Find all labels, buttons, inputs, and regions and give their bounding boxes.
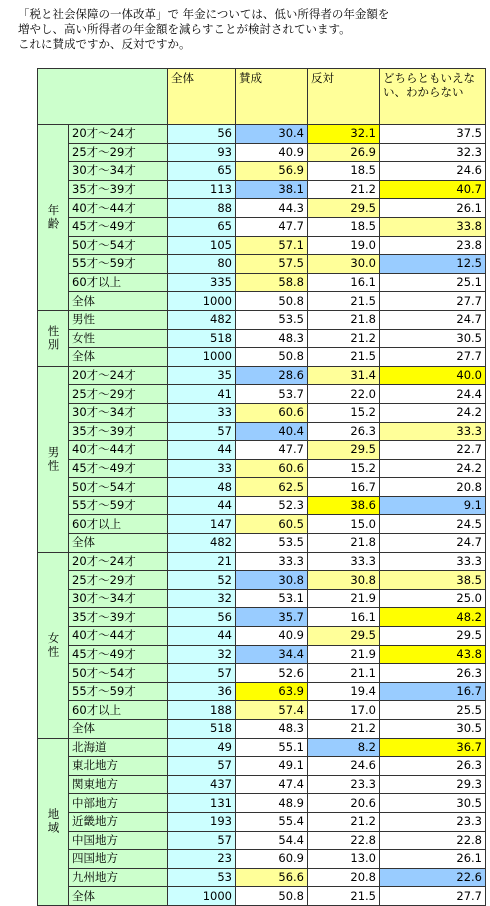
row-label: 関東地方 (69, 775, 168, 794)
cell-neither: 40.7 (380, 180, 486, 199)
cell-neither: 29.5 (380, 627, 486, 646)
row-label: 50才～54才 (69, 478, 168, 497)
cell-agree: 60.5 (236, 515, 308, 534)
row-label: 中部地方 (69, 794, 168, 813)
row-label: 30才～34才 (69, 162, 168, 181)
table-row (38, 627, 486, 646)
cell-total: 147 (168, 515, 236, 534)
cell-total: 105 (168, 236, 236, 255)
cell-agree: 47.7 (236, 441, 308, 460)
cell-neither: 25.5 (380, 701, 486, 720)
cell-total: 193 (168, 812, 236, 831)
cell-neither: 22.6 (380, 868, 486, 887)
column-header-agree: 賛成 (236, 69, 308, 125)
cell-oppose: 21.5 (308, 887, 380, 906)
cell-oppose: 21.8 (308, 534, 380, 553)
table-row (38, 608, 486, 627)
cell-oppose: 21.5 (308, 292, 380, 311)
cell-agree: 60.9 (236, 850, 308, 869)
row-label: 九州地方 (69, 868, 168, 887)
table-row (38, 385, 486, 404)
cell-agree: 56.9 (236, 162, 308, 181)
row-label: 40才～44才 (69, 627, 168, 646)
cell-total: 53 (168, 868, 236, 887)
cell-total: 1000 (168, 292, 236, 311)
cell-agree: 53.5 (236, 310, 308, 329)
cell-total: 1000 (168, 348, 236, 367)
cell-oppose: 13.0 (308, 850, 380, 869)
cell-total: 57 (168, 664, 236, 683)
cell-oppose: 16.1 (308, 608, 380, 627)
cell-neither: 24.2 (380, 459, 486, 478)
cell-oppose: 21.2 (308, 812, 380, 831)
cell-oppose: 21.2 (308, 329, 380, 348)
total-row (38, 348, 486, 367)
cell-oppose: 20.6 (308, 794, 380, 813)
cell-total: 482 (168, 310, 236, 329)
cell-oppose: 16.7 (308, 478, 380, 497)
table-row (38, 255, 486, 274)
cell-total: 56 (168, 125, 236, 144)
table-row (38, 143, 486, 162)
table-row (38, 775, 486, 794)
table-row (38, 273, 486, 292)
cell-neither: 24.2 (380, 403, 486, 422)
cell-oppose: 19.4 (308, 682, 380, 701)
table-row (38, 645, 486, 664)
cell-neither: 33.8 (380, 217, 486, 236)
row-label: 35才～39才 (69, 422, 168, 441)
table-row (38, 831, 486, 850)
cell-neither: 20.8 (380, 478, 486, 497)
table-row (38, 441, 486, 460)
total-row (38, 720, 486, 739)
cell-agree: 49.1 (236, 757, 308, 776)
cell-total: 35 (168, 366, 236, 385)
results-table-body (38, 69, 486, 906)
cell-total: 44 (168, 441, 236, 460)
cell-neither: 33.3 (380, 552, 486, 571)
cell-neither: 30.5 (380, 794, 486, 813)
row-label: 全体 (69, 534, 168, 553)
cell-agree: 55.4 (236, 812, 308, 831)
cell-total: 56 (168, 608, 236, 627)
row-label: 近畿地方 (69, 812, 168, 831)
cell-neither: 12.5 (380, 255, 486, 274)
cell-oppose: 21.5 (308, 348, 380, 367)
row-label: 45才～49才 (69, 459, 168, 478)
table-row (38, 422, 486, 441)
cell-neither: 24.4 (380, 385, 486, 404)
row-label: 25才～29才 (69, 385, 168, 404)
cell-total: 65 (168, 162, 236, 181)
table-row (38, 515, 486, 534)
table-row (38, 868, 486, 887)
cell-agree: 62.5 (236, 478, 308, 497)
cell-agree: 60.6 (236, 403, 308, 422)
cell-total: 437 (168, 775, 236, 794)
group-label: 地域 (38, 738, 69, 905)
cell-oppose: 8.2 (308, 738, 380, 757)
cell-oppose: 21.9 (308, 589, 380, 608)
cell-agree: 56.6 (236, 868, 308, 887)
cell-total: 41 (168, 385, 236, 404)
group-label: 女性 (38, 552, 69, 738)
cell-neither: 30.5 (380, 329, 486, 348)
cell-neither: 30.5 (380, 720, 486, 739)
cell-oppose: 21.2 (308, 180, 380, 199)
cell-agree: 55.1 (236, 738, 308, 757)
cell-neither: 9.1 (380, 496, 486, 515)
cell-oppose: 17.0 (308, 701, 380, 720)
table-row (38, 589, 486, 608)
cell-oppose: 15.0 (308, 515, 380, 534)
cell-agree: 53.5 (236, 534, 308, 553)
cell-oppose: 29.5 (308, 199, 380, 218)
question-text (18, 7, 484, 52)
cell-neither: 25.1 (380, 273, 486, 292)
cell-oppose: 38.6 (308, 496, 380, 515)
row-label: 男性 (69, 310, 168, 329)
cell-neither: 38.5 (380, 571, 486, 590)
cell-total: 21 (168, 552, 236, 571)
cell-agree: 50.8 (236, 292, 308, 311)
table-row (38, 812, 486, 831)
total-row (38, 534, 486, 553)
cell-oppose: 21.2 (308, 720, 380, 739)
cell-oppose: 21.1 (308, 664, 380, 683)
cell-total: 44 (168, 496, 236, 515)
question-line-1: 「税と社会保障の一体改革」で 年金については、低い所得者の年金額を (18, 7, 390, 21)
cell-agree: 35.7 (236, 608, 308, 627)
table-row (38, 794, 486, 813)
cell-neither: 33.3 (380, 422, 486, 441)
group-label: 男性 (38, 366, 69, 552)
cell-total: 482 (168, 534, 236, 553)
cell-neither: 32.3 (380, 143, 486, 162)
table-row (38, 552, 486, 571)
cell-oppose: 15.2 (308, 403, 380, 422)
row-label: 25才～29才 (69, 571, 168, 590)
cell-agree: 57.4 (236, 701, 308, 720)
cell-agree: 53.1 (236, 589, 308, 608)
cell-neither: 27.7 (380, 348, 486, 367)
row-label: 20才～24才 (69, 552, 168, 571)
cell-agree: 44.3 (236, 199, 308, 218)
cell-neither: 37.5 (380, 125, 486, 144)
cell-total: 32 (168, 645, 236, 664)
cell-oppose: 22.8 (308, 831, 380, 850)
cell-neither: 40.0 (380, 366, 486, 385)
column-header-neither: どちらともいえない、わからない (380, 69, 486, 125)
cell-agree: 30.4 (236, 125, 308, 144)
cell-total: 32 (168, 589, 236, 608)
question-line-2: 増やし、高い所得者の年金額を減らすことが検討されています。 (18, 22, 351, 36)
cell-neither: 27.7 (380, 292, 486, 311)
row-label: 55才～59才 (69, 255, 168, 274)
row-label: 20才～24才 (69, 125, 168, 144)
row-label: 50才～54才 (69, 236, 168, 255)
table-row (38, 738, 486, 757)
row-label: 東北地方 (69, 757, 168, 776)
cell-total: 88 (168, 199, 236, 218)
cell-agree: 30.8 (236, 571, 308, 590)
row-label: 全体 (69, 720, 168, 739)
table-row (38, 329, 486, 348)
cell-oppose: 29.5 (308, 441, 380, 460)
row-label: 40才～44才 (69, 199, 168, 218)
table-row (38, 850, 486, 869)
cell-oppose: 18.5 (308, 217, 380, 236)
row-label: 四国地方 (69, 850, 168, 869)
cell-agree: 63.9 (236, 682, 308, 701)
cell-neither: 23.3 (380, 812, 486, 831)
cell-total: 188 (168, 701, 236, 720)
row-label: 45才～49才 (69, 645, 168, 664)
table-row (38, 217, 486, 236)
cell-agree: 58.8 (236, 273, 308, 292)
cell-oppose: 26.9 (308, 143, 380, 162)
table-row (38, 180, 486, 199)
table-row (38, 310, 486, 329)
cell-oppose: 15.2 (308, 459, 380, 478)
cell-neither: 26.1 (380, 850, 486, 869)
cell-total: 33 (168, 459, 236, 478)
total-row (38, 292, 486, 311)
cell-oppose: 26.3 (308, 422, 380, 441)
row-label: 全体 (69, 292, 168, 311)
cell-agree: 40.9 (236, 627, 308, 646)
cell-total: 1000 (168, 887, 236, 906)
cell-neither: 24.5 (380, 515, 486, 534)
cell-total: 518 (168, 329, 236, 348)
row-label: 女性 (69, 329, 168, 348)
cell-agree: 28.6 (236, 366, 308, 385)
row-label: 20才～24才 (69, 366, 168, 385)
group-label: 性別 (38, 310, 69, 366)
cell-oppose: 21.8 (308, 310, 380, 329)
cell-total: 33 (168, 403, 236, 422)
cell-total: 57 (168, 757, 236, 776)
cell-oppose: 22.0 (308, 385, 380, 404)
cell-neither: 29.3 (380, 775, 486, 794)
row-label: 全体 (69, 348, 168, 367)
cell-neither: 26.3 (380, 757, 486, 776)
cell-agree: 57.1 (236, 236, 308, 255)
cell-neither: 48.2 (380, 608, 486, 627)
cell-total: 80 (168, 255, 236, 274)
row-label: 30才～34才 (69, 403, 168, 422)
cell-agree: 50.8 (236, 348, 308, 367)
cell-total: 49 (168, 738, 236, 757)
row-label: 55才～59才 (69, 496, 168, 515)
cell-neither: 16.7 (380, 682, 486, 701)
cell-total: 48 (168, 478, 236, 497)
cell-oppose: 23.3 (308, 775, 380, 794)
cell-neither: 24.7 (380, 310, 486, 329)
cell-total: 44 (168, 627, 236, 646)
table-row (38, 125, 486, 144)
table-row (38, 236, 486, 255)
table-row (38, 682, 486, 701)
table-row (38, 366, 486, 385)
cell-oppose: 30.8 (308, 571, 380, 590)
cell-neither: 25.0 (380, 589, 486, 608)
cell-total: 57 (168, 831, 236, 850)
cell-agree: 33.3 (236, 552, 308, 571)
cell-agree: 40.4 (236, 422, 308, 441)
cell-neither: 26.1 (380, 199, 486, 218)
cell-agree: 48.3 (236, 720, 308, 739)
cell-agree: 34.4 (236, 645, 308, 664)
row-label: 60才以上 (69, 515, 168, 534)
cell-total: 23 (168, 850, 236, 869)
cell-total: 65 (168, 217, 236, 236)
table-row (38, 459, 486, 478)
cell-agree: 40.9 (236, 143, 308, 162)
cell-total: 113 (168, 180, 236, 199)
cell-total: 131 (168, 794, 236, 813)
cell-oppose: 18.5 (308, 162, 380, 181)
row-label: 50才～54才 (69, 664, 168, 683)
question-line-3: これに賛成ですか、反対ですか。 (18, 37, 191, 51)
row-label: 北海道 (69, 738, 168, 757)
cell-agree: 53.7 (236, 385, 308, 404)
cell-agree: 47.7 (236, 217, 308, 236)
cell-agree: 38.1 (236, 180, 308, 199)
table-row (38, 162, 486, 181)
row-label: 60才以上 (69, 273, 168, 292)
cell-agree: 48.3 (236, 329, 308, 348)
cell-agree: 50.8 (236, 887, 308, 906)
header-row (38, 69, 486, 125)
column-header-oppose: 反対 (308, 69, 380, 125)
cell-neither: 23.8 (380, 236, 486, 255)
cell-total: 57 (168, 422, 236, 441)
cell-agree: 54.4 (236, 831, 308, 850)
cell-oppose: 29.5 (308, 627, 380, 646)
table-row (38, 571, 486, 590)
table-row (38, 478, 486, 497)
cell-oppose: 20.8 (308, 868, 380, 887)
table-row (38, 403, 486, 422)
row-label: 55才～59才 (69, 682, 168, 701)
cell-agree: 60.6 (236, 459, 308, 478)
row-label: 35才～39才 (69, 180, 168, 199)
cell-oppose: 32.1 (308, 125, 380, 144)
row-label: 45才～49才 (69, 217, 168, 236)
table-row (38, 496, 486, 515)
cell-oppose: 31.4 (308, 366, 380, 385)
table-row (38, 757, 486, 776)
header-corner-cell (38, 69, 168, 125)
cell-total: 36 (168, 682, 236, 701)
cell-neither: 43.8 (380, 645, 486, 664)
cell-oppose: 30.0 (308, 255, 380, 274)
cell-neither: 24.7 (380, 534, 486, 553)
total-row (38, 887, 486, 906)
cell-oppose: 33.3 (308, 552, 380, 571)
cell-agree: 52.3 (236, 496, 308, 515)
table-row (38, 664, 486, 683)
cell-total: 52 (168, 571, 236, 590)
cell-oppose: 16.1 (308, 273, 380, 292)
cell-neither: 22.7 (380, 441, 486, 460)
cell-neither: 27.7 (380, 887, 486, 906)
cell-oppose: 24.6 (308, 757, 380, 776)
cell-oppose: 21.9 (308, 645, 380, 664)
results-table (37, 68, 486, 906)
cell-total: 93 (168, 143, 236, 162)
column-header-total: 全体 (168, 69, 236, 125)
cell-total: 335 (168, 273, 236, 292)
row-label: 30才～34才 (69, 589, 168, 608)
cell-agree: 57.5 (236, 255, 308, 274)
table-row (38, 199, 486, 218)
table-row (38, 701, 486, 720)
cell-neither: 26.3 (380, 664, 486, 683)
group-label: 年齢 (38, 125, 69, 311)
row-label: 60才以上 (69, 701, 168, 720)
cell-agree: 52.6 (236, 664, 308, 683)
row-label: 全体 (69, 887, 168, 906)
row-label: 25才～29才 (69, 143, 168, 162)
cell-neither: 36.7 (380, 738, 486, 757)
cell-oppose: 19.0 (308, 236, 380, 255)
row-label: 中国地方 (69, 831, 168, 850)
cell-neither: 24.6 (380, 162, 486, 181)
row-label: 35才～39才 (69, 608, 168, 627)
row-label: 40才～44才 (69, 441, 168, 460)
cell-agree: 47.4 (236, 775, 308, 794)
cell-neither: 22.8 (380, 831, 486, 850)
cell-total: 518 (168, 720, 236, 739)
cell-agree: 48.9 (236, 794, 308, 813)
